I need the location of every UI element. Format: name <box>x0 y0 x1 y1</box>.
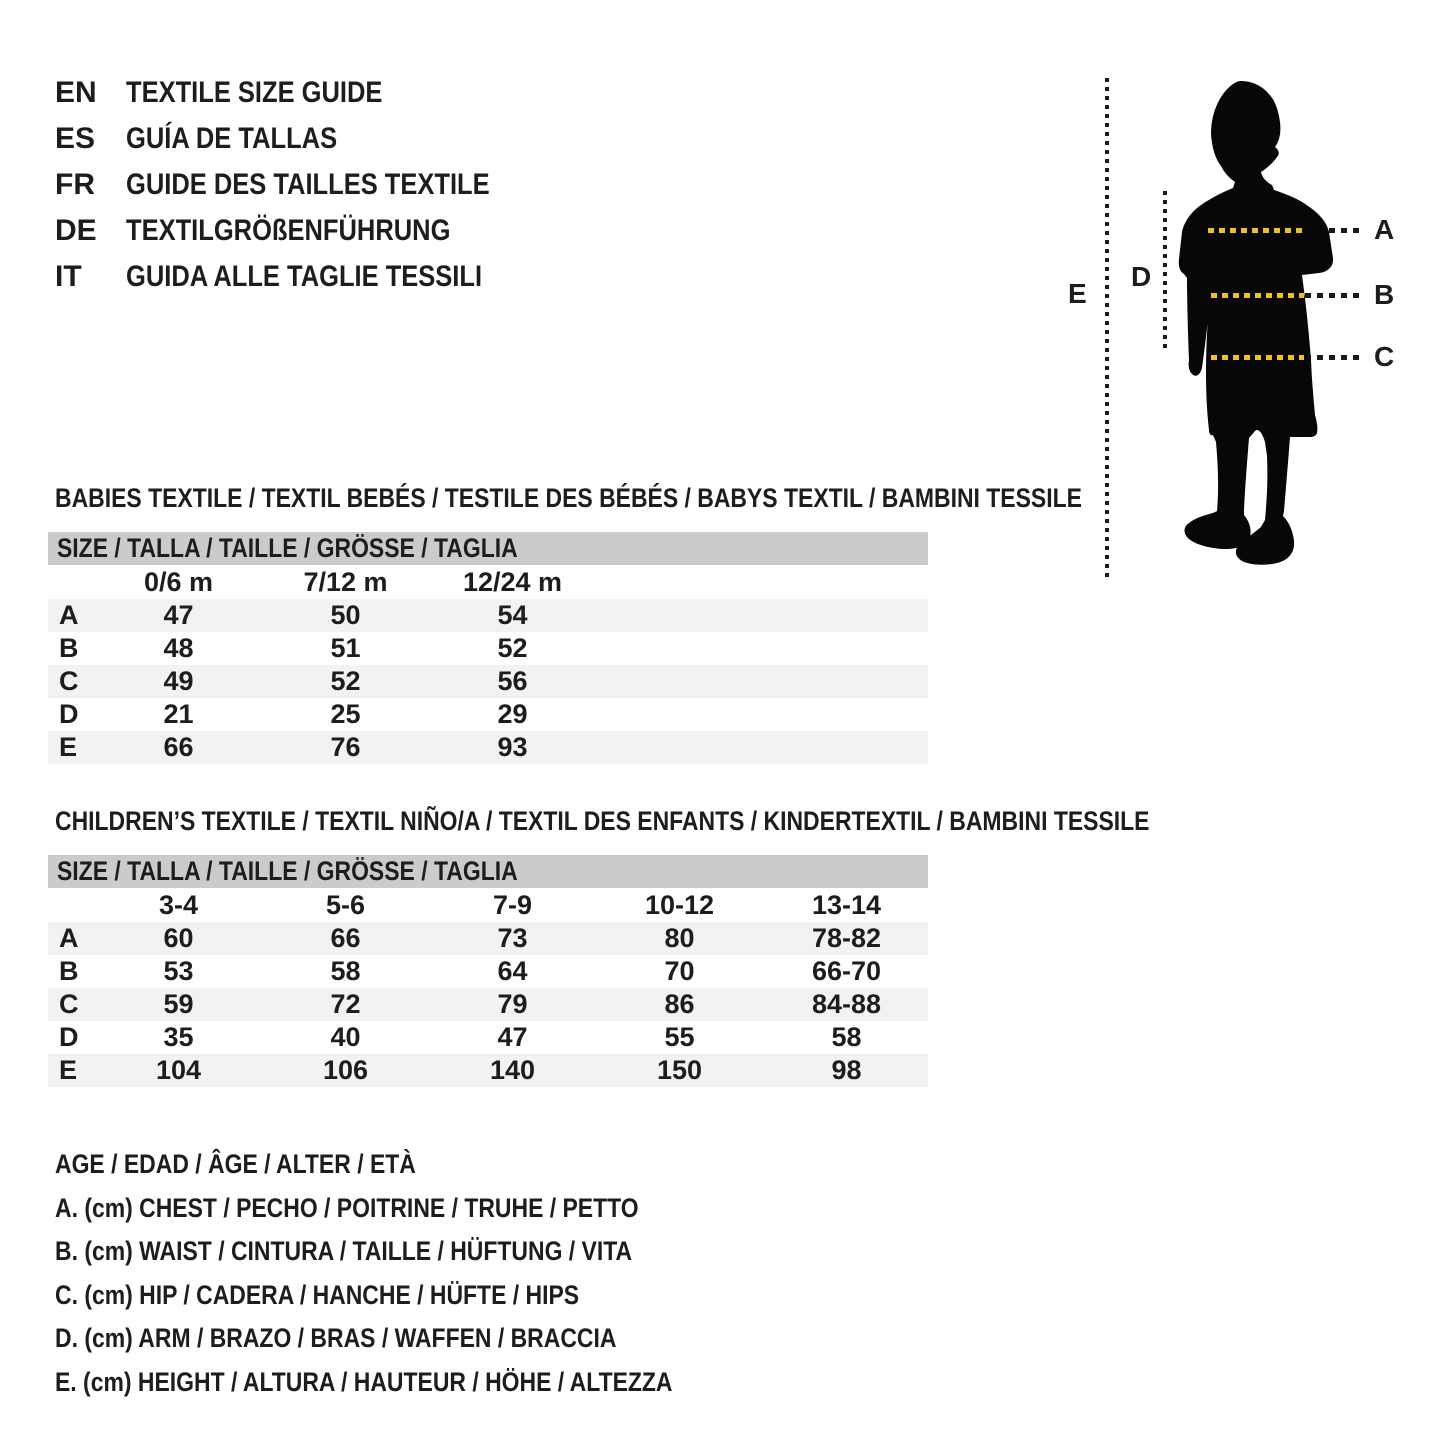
lang-code: DE <box>55 214 97 247</box>
lang-row-it <box>55 254 554 300</box>
table-cell: 50 <box>330 600 361 630</box>
table-cell: 76 <box>330 732 361 762</box>
table-cell: 51 <box>330 633 361 663</box>
figure-label-c: C <box>1374 341 1395 372</box>
table-cell: 93 <box>497 732 528 762</box>
waist-b-dash-yellow <box>1211 293 1304 298</box>
legend-line-age: AGE / EDAD / ÂGE / ALTER / ETÀ <box>55 1149 416 1180</box>
legend-line-hip: C. (cm) HIP / CADERA / HANCHE / HÜFTE / HIPS <box>55 1279 580 1310</box>
table-cell: 72 <box>330 989 361 1019</box>
table-row <box>48 955 928 988</box>
size-header-bar <box>48 532 928 565</box>
lang-title: GUIDE DES TAILLES TEXTILE <box>126 168 490 201</box>
table-cell: 104 <box>155 1055 202 1085</box>
figure-label-d: D <box>1131 261 1152 292</box>
table-cell: 58 <box>831 1022 862 1052</box>
size-header-label: SIZE / TALLA / TAILLE / GRÖSSE / TAGLIA <box>57 856 518 886</box>
table-cell: 48 <box>163 633 194 663</box>
row-label: A <box>59 600 79 630</box>
table-cell: 59 <box>163 989 194 1019</box>
lang-code: EN <box>55 76 97 109</box>
lang-code: IT <box>55 260 82 293</box>
column-header: 0/6 m <box>143 566 214 597</box>
table-cell: 60 <box>163 923 194 953</box>
table-row <box>48 988 928 1021</box>
table-cell: 53 <box>163 956 194 986</box>
table-cell: 56 <box>497 666 528 696</box>
table-cell: 66 <box>330 923 361 953</box>
legend-line-chest: A. (cm) CHEST / PECHO / POITRINE / TRUHE / PETTO <box>55 1192 639 1223</box>
table-row <box>48 1054 928 1087</box>
legend-line-waist: B. (cm) WAIST / CINTURA / TAILLE / HÜFTUNG / VITA <box>55 1236 633 1267</box>
language-title-block <box>55 70 554 300</box>
table-cell: 54 <box>497 600 528 630</box>
table-cell: 47 <box>497 1022 528 1052</box>
table-cell: 40 <box>330 1022 361 1052</box>
table-row <box>48 1021 928 1054</box>
babies-section-title: BABIES TEXTILE / TEXTIL BEBÉS / TESTILE DES BÉBÉS / BABYS TEXTIL / BAMBINI TESSILE <box>55 483 1082 513</box>
table-cell: 70 <box>664 956 695 986</box>
table-cell: 79 <box>497 989 528 1019</box>
table-cell: 150 <box>656 1055 703 1085</box>
chest-a-dash-yellow <box>1208 228 1304 233</box>
table-row <box>48 632 928 665</box>
table-cell: 64 <box>497 956 528 986</box>
table-row <box>48 665 928 698</box>
table-cell: 21 <box>163 699 194 729</box>
column-header: 10-12 <box>644 889 715 920</box>
table-cell: 98 <box>831 1055 862 1085</box>
figure-label-b: B <box>1374 279 1395 310</box>
table-cell: 73 <box>497 923 528 953</box>
table-cell: 140 <box>489 1055 536 1085</box>
hip-c-dash-yellow <box>1211 355 1304 360</box>
table-cell: 29 <box>497 699 528 729</box>
table-rows <box>48 888 928 1087</box>
lang-row-en <box>55 70 554 116</box>
lang-title: GUÍA DE TALLAS <box>126 122 338 155</box>
table-cell: 55 <box>664 1022 695 1052</box>
column-header: 7-9 <box>492 889 533 920</box>
table-cell: 58 <box>330 956 361 986</box>
row-label: E <box>59 1055 78 1085</box>
lang-title: TEXTILGRÖßENFÜHRUNG <box>126 214 451 247</box>
table-cell: 25 <box>330 699 361 729</box>
table-cell: 80 <box>664 923 695 953</box>
table-cell: 86 <box>664 989 695 1019</box>
table-cell: 47 <box>163 600 194 630</box>
row-label: C <box>59 666 79 696</box>
table-cell: 106 <box>322 1055 369 1085</box>
measurement-legend <box>55 1143 781 1404</box>
table-cell: 66 <box>163 732 194 762</box>
size-header-label: SIZE / TALLA / TAILLE / GRÖSSE / TAGLIA <box>57 533 518 563</box>
table-cell: 52 <box>330 666 361 696</box>
table-cell: 49 <box>163 666 194 696</box>
table-row <box>48 698 928 731</box>
legend-line-arm: D. (cm) ARM / BRAZO / BRAS / WAFFEN / BRACCIA <box>55 1323 617 1354</box>
column-header-row <box>48 565 928 599</box>
column-header: 13-14 <box>811 889 882 920</box>
table-row <box>48 922 928 955</box>
column-header-row <box>48 888 928 922</box>
row-label: B <box>59 633 79 663</box>
row-label: C <box>59 989 79 1019</box>
column-header: 12/24 m <box>462 566 563 597</box>
lang-code: FR <box>55 168 95 201</box>
table-cell: 52 <box>497 633 528 663</box>
table-cell: 78-82 <box>811 923 882 953</box>
lang-title: GUIDA ALLE TAGLIE TESSILI <box>126 260 483 293</box>
figure-label-a: A <box>1374 214 1395 245</box>
column-header: 7/12 m <box>303 566 388 597</box>
row-label: D <box>59 1022 79 1052</box>
babies-size-table <box>48 532 928 764</box>
column-header: 5-6 <box>325 889 366 920</box>
table-cell: 35 <box>163 1022 194 1052</box>
legend-line-height: E. (cm) HEIGHT / ALTURA / HAUTEUR / HÖHE / ALTEZZA <box>55 1366 673 1397</box>
lang-title: TEXTILE SIZE GUIDE <box>126 76 383 109</box>
table-cell: 66-70 <box>811 956 882 986</box>
lang-row-fr <box>55 162 554 208</box>
lang-code: ES <box>55 122 96 155</box>
table-rows <box>48 565 928 764</box>
lang-row-de <box>55 208 554 254</box>
row-label: B <box>59 956 79 986</box>
table-cell: 84-88 <box>811 989 882 1019</box>
size-header-bar <box>48 855 928 888</box>
children-section-title: CHILDREN’S TEXTILE / TEXTIL NIÑO/A / TEXTIL DES ENFANTS / KINDERTEXTIL / BAMBINI TESSILE <box>55 806 1150 836</box>
figure-label-e: E <box>1068 278 1087 309</box>
row-label: A <box>59 923 79 953</box>
lang-row-es <box>55 116 554 162</box>
column-header: 3-4 <box>158 889 199 920</box>
children-size-table <box>48 855 928 1087</box>
table-row <box>48 599 928 632</box>
child-silhouette-icon <box>1178 78 1338 570</box>
height-e-dotted-line <box>1105 78 1109 578</box>
row-label: E <box>59 732 78 762</box>
row-label: D <box>59 699 79 729</box>
table-row <box>48 731 928 764</box>
arm-d-dotted-line <box>1163 191 1167 348</box>
